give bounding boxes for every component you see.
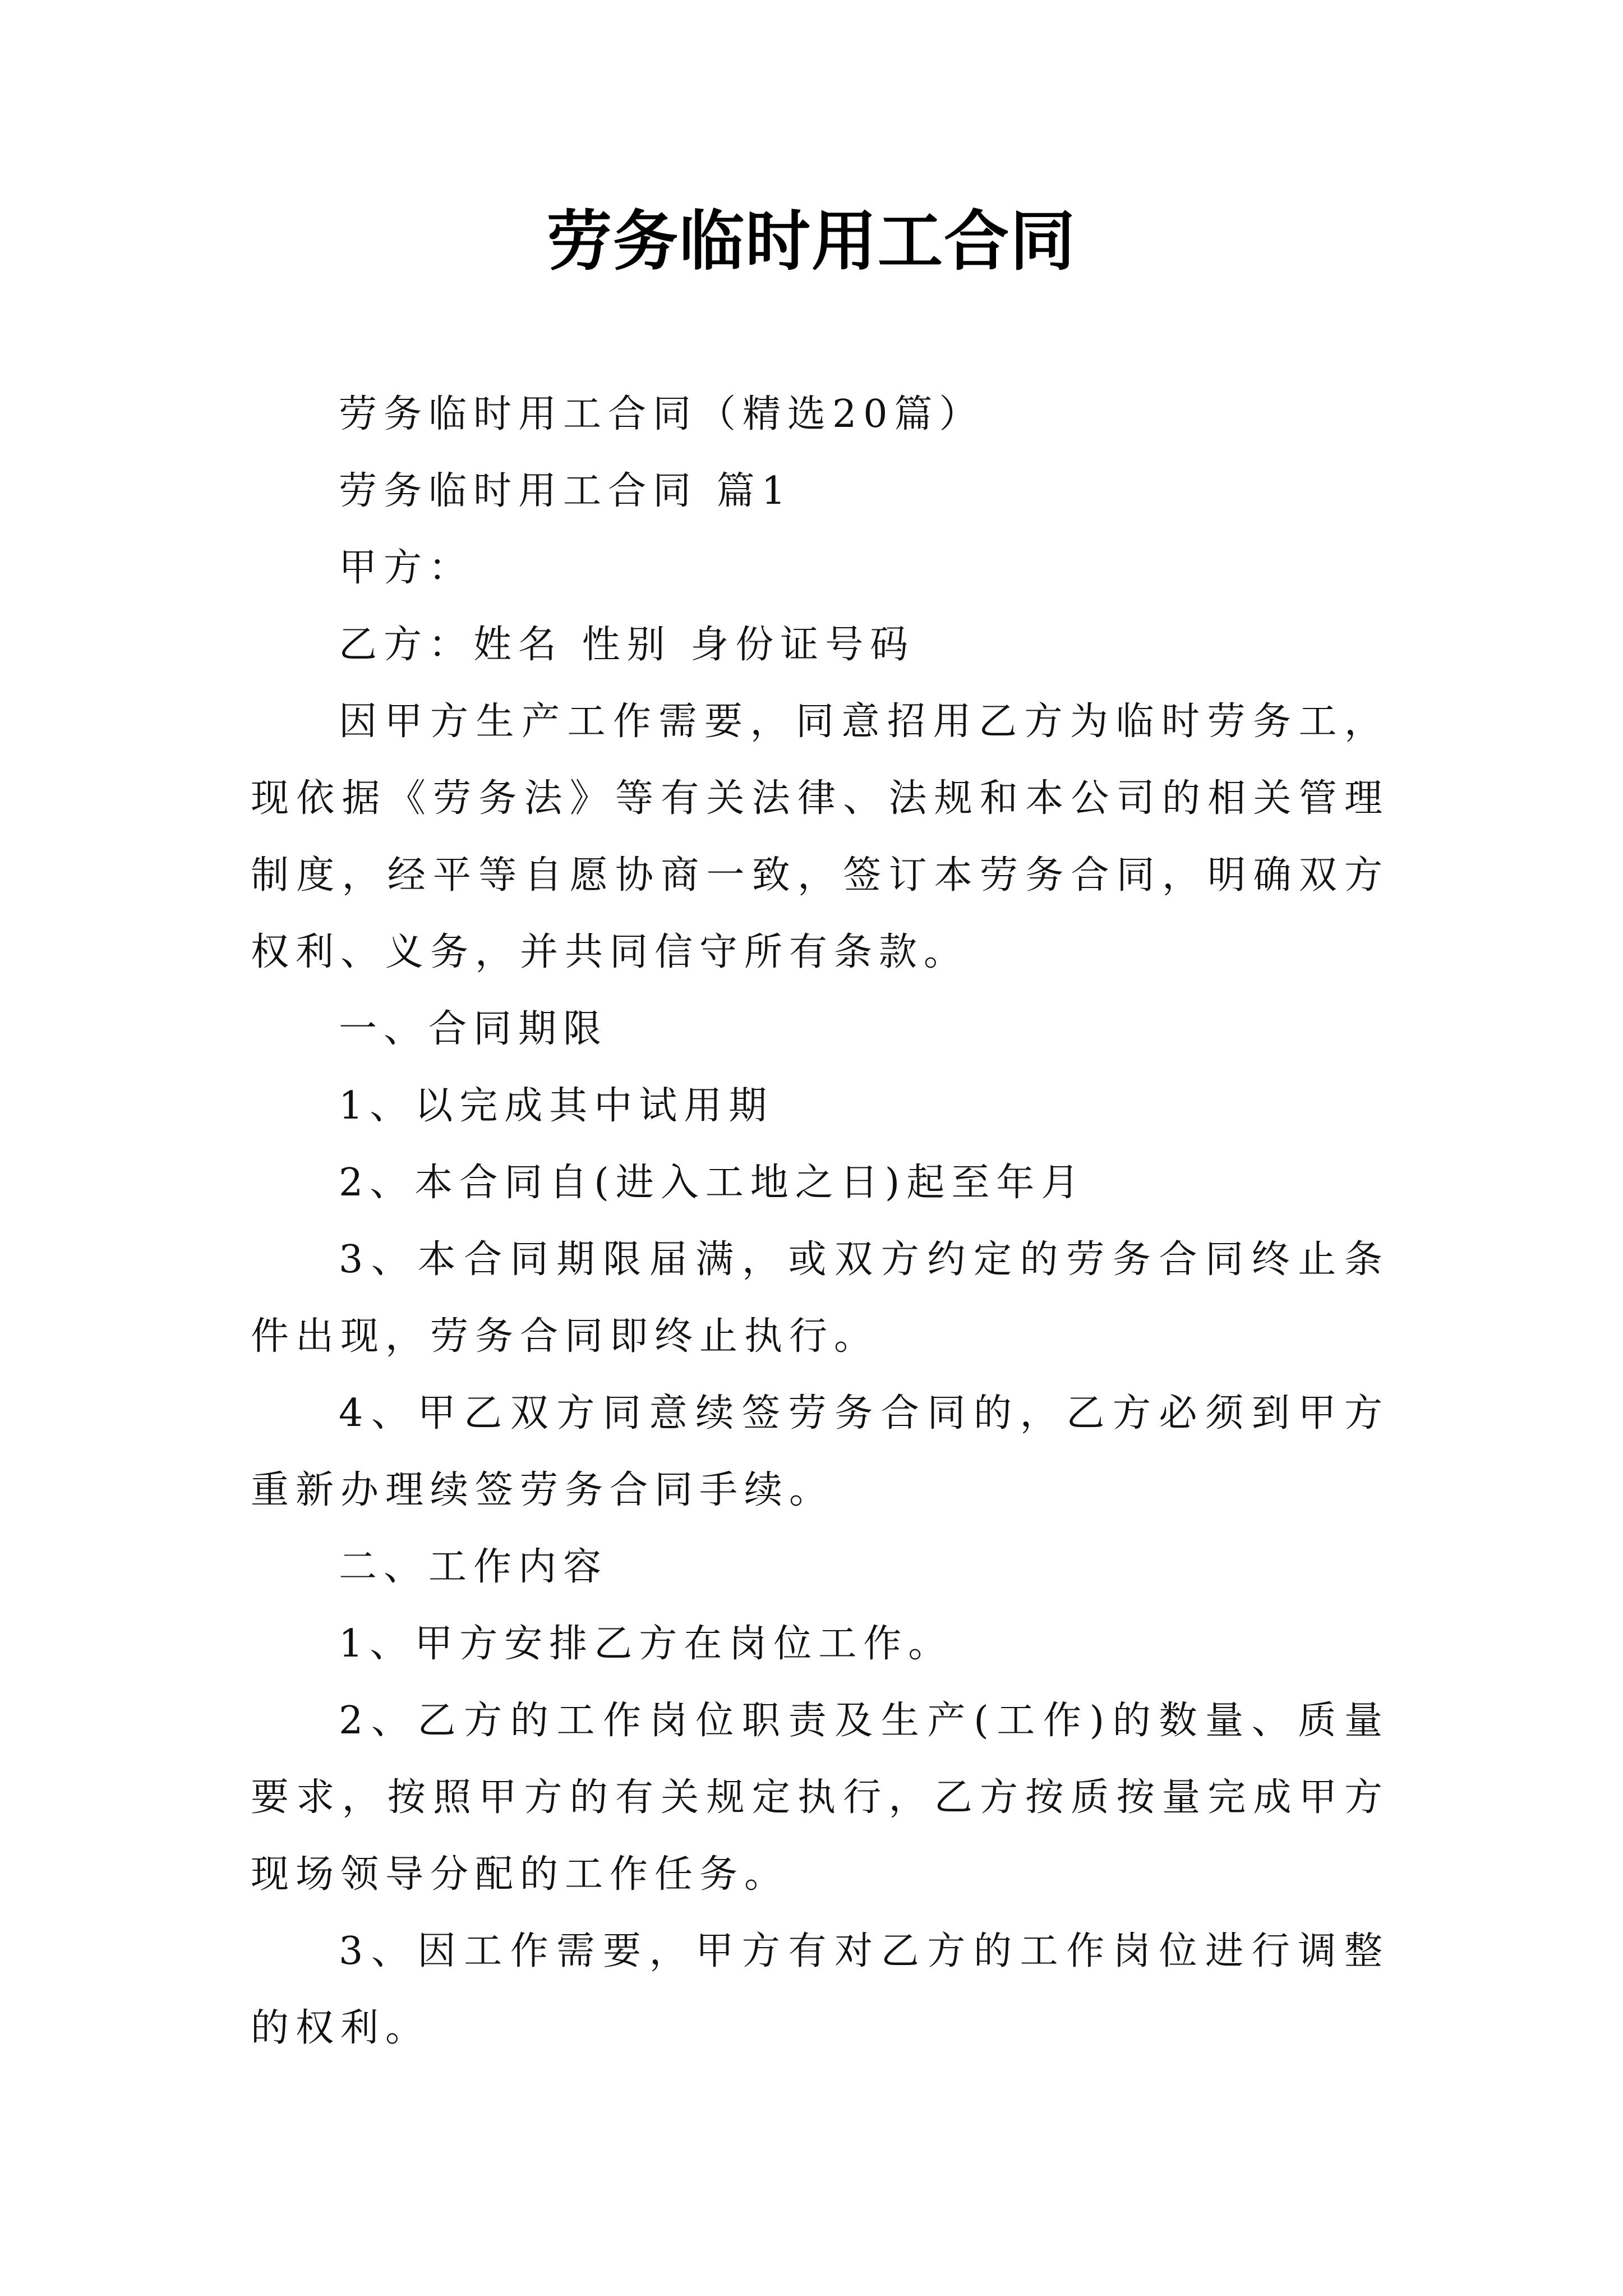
paragraph-subtitle: 劳务临时用工合同（精选20篇）: [339, 392, 984, 436]
paragraph-work-1: 1、甲方安排乙方在岗位工作。: [339, 1622, 953, 1666]
paragraph-preamble: 因甲方生产工作需要，同意招用乙方为临时劳务工，现依据《劳务法》等有关法律、法规和本公司的相关管理制度，经平等自愿协商一致，签订本劳务合同，明确双方权利、义务，并共同信守所有条款。: [251, 700, 1389, 974]
paragraph-term-3: 3、本合同期限届满，或双方约定的劳务合同终止条件出现，劳务合同即终止执行。: [251, 1237, 1389, 1359]
paragraph-term-2: 2、本合同自(进入工地之日)起至年月: [339, 1161, 1086, 1205]
paragraph-term-4: 4、甲乙双方同意续签劳务合同的，乙方必须到甲方重新办理续签劳务合同手续。: [251, 1391, 1389, 1512]
paragraph-term-1: 1、以完成其中试用期: [339, 1084, 774, 1128]
paragraph-heading-term: 一、合同期限: [339, 1007, 608, 1051]
paragraph-party-b: 乙方：姓名 性别 身份证号码: [339, 623, 915, 667]
paragraph-work-2: 2、乙方的工作岗位职责及生产(工作)的数量、质量要求，按照甲方的有关规定执行，乙方按质按量完成甲方现场领导分配的工作任务。: [251, 1699, 1389, 1897]
paragraph-section-heading: 劳务临时用工合同 篇1: [339, 469, 792, 513]
paragraph-party-a: 甲方：: [339, 546, 474, 590]
paragraph-heading-work: 二、工作内容: [339, 1545, 608, 1589]
document-title: 劳务临时用工合同: [547, 203, 1076, 279]
paragraph-work-3: 3、因工作需要，甲方有对乙方的工作岗位进行调整的权利。: [251, 1929, 1389, 2050]
